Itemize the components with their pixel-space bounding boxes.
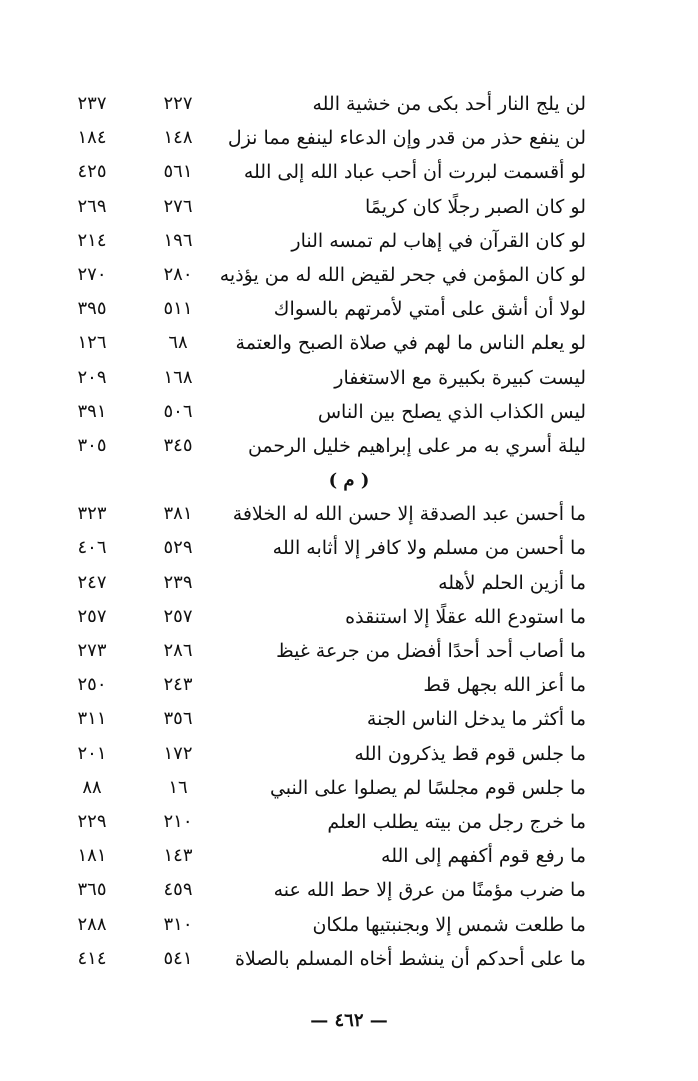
- list-item: [0, 874, 698, 908]
- list-item: [0, 840, 698, 874]
- entry-number-2: ١٨٤: [77, 127, 107, 149]
- entry-text: ما جلس قوم مجلسًا لم يصلوا على النبي: [269, 776, 586, 799]
- index-list: [0, 88, 698, 977]
- entry-text: ما أحسن من مسلم ولا كافر إلا أثابه الله: [272, 537, 586, 560]
- entry-number-2: ٢٧٠: [77, 263, 107, 285]
- entry-number-2: ٤١٤: [77, 947, 107, 969]
- entry-number-1: ١٧٢: [163, 742, 193, 764]
- entry-text: ما طلعت شمس إلا وبجنبتيها ملكان: [312, 913, 586, 936]
- entry-number-2: ٤٠٦: [77, 537, 107, 559]
- entry-number-1: ١٤٣: [163, 845, 193, 867]
- entry-number-1: ٢٧٦: [163, 195, 193, 217]
- entry-number-2: ٣٢٣: [77, 503, 107, 525]
- entry-text: ما أصاب أحد أحدًا أفضل من جرعة غيظ: [276, 640, 586, 662]
- entry-number-2: ٤٢٥: [77, 161, 107, 183]
- list-item: [0, 567, 698, 601]
- list-item: [0, 327, 698, 361]
- entry-number-1: ٥٤١: [163, 947, 193, 969]
- entry-number-2: ٨٨: [82, 776, 102, 798]
- entry-number-1: ٦٨: [168, 332, 188, 354]
- list-item: [0, 259, 698, 293]
- entry-number-1: ٥٢٩: [163, 537, 193, 559]
- entry-text: لو يعلم الناس ما لهم في صلاة الصبح والعتمة: [235, 332, 586, 355]
- entry-number-2: ٣٩٥: [77, 298, 107, 320]
- entry-number-1: ٢٤٣: [163, 674, 193, 696]
- entry-number-2: ٣٦٥: [77, 879, 107, 901]
- list-item: [0, 738, 698, 772]
- list-item: [0, 601, 698, 635]
- list-item: [0, 772, 698, 806]
- entry-number-2: ٣١١: [77, 708, 107, 730]
- entry-text: ما خرج رجل من بيته يطلب العلم: [327, 810, 586, 833]
- entry-number-1: ٥٦١: [163, 161, 193, 183]
- list-item: [0, 362, 698, 396]
- entry-number-2: ٢٣٧: [77, 93, 107, 114]
- entry-number-2: ٢٢٩: [77, 810, 107, 832]
- entry-text: لو أقسمت لبررت أن أحب عباد الله إلى الله: [243, 161, 586, 184]
- list-item: [0, 669, 698, 703]
- list-item: [0, 88, 698, 122]
- entry-number-1: ٥٠٦: [163, 400, 193, 422]
- entry-number-1: ٢٣٩: [163, 571, 193, 593]
- entry-number-1: ٣٥٦: [163, 708, 193, 730]
- entry-number-2: ٣٩١: [77, 400, 107, 422]
- entry-number-1: ١٤٨: [163, 127, 193, 149]
- list-item: [0, 498, 698, 532]
- entry-text: لولا أن أشق على أمتي لأمرتهم بالسواك: [273, 298, 586, 321]
- entry-text: ما ضرب مؤمنًا من عرق إلا حط الله عنه: [273, 879, 586, 902]
- entry-number-2: ٢١٤: [77, 229, 107, 251]
- entry-text: لن ينفع حذر من قدر وإن الدعاء لينفع مما نزل: [227, 127, 586, 150]
- list-item: [0, 122, 698, 156]
- list-item: [0, 635, 698, 669]
- entry-text: ما رفع قوم أكفهم إلى الله: [381, 845, 586, 868]
- list-item: [0, 191, 698, 225]
- entry-number-1: ٣١٠: [163, 913, 193, 935]
- list-item: [0, 293, 698, 327]
- entry-number-1: ٣٨١: [163, 503, 193, 525]
- section-header: [0, 464, 698, 498]
- entry-text: ما استودع الله عقلًا إلا استنقذه: [345, 605, 586, 628]
- page-number: — ٤٦٢ —: [310, 1010, 388, 1031]
- entry-number-2: ٢٨٨: [77, 913, 107, 935]
- list-item: [0, 943, 698, 977]
- entry-number-2: ٢٠١: [77, 742, 107, 764]
- entry-number-2: ١٢٦: [77, 332, 107, 354]
- entry-text: ليست كبيرة بكبيرة مع الاستغفار: [334, 366, 586, 389]
- entry-number-1: ١٦٨: [163, 366, 193, 388]
- entry-number-1: ٣٤٥: [163, 434, 193, 456]
- list-item: [0, 225, 698, 259]
- entry-number-2: ٢٧٣: [77, 640, 107, 661]
- list-item: [0, 396, 698, 430]
- entry-text: ما أحسن عبد الصدقة إلا حسن الله له الخلافة: [232, 503, 586, 526]
- list-item: [0, 156, 698, 190]
- entry-number-1: ٥١١: [163, 298, 193, 320]
- entry-number-2: ٢٦٩: [77, 195, 107, 217]
- entry-text: ما أكثر ما يدخل الناس الجنة: [366, 708, 586, 731]
- entry-number-1: ٢١٠: [163, 810, 193, 832]
- entry-number-1: ١٦: [168, 776, 188, 798]
- entry-number-2: ٢٥٧: [77, 605, 107, 627]
- entry-text: لو كان الصبر رجلًا كان كريمًا: [365, 195, 586, 218]
- entry-text: ما أعز الله بجهل قط: [423, 674, 586, 697]
- entry-number-1: ٤٥٩: [163, 879, 193, 901]
- entry-number-1: ٢٨٦: [163, 640, 193, 661]
- entry-number-1: ٢٥٧: [163, 605, 193, 627]
- entry-number-2: ٢٤٧: [77, 571, 107, 593]
- list-item: [0, 909, 698, 943]
- entry-text: لن يلج النار أحد بكى من خشية الله: [312, 93, 586, 115]
- entry-number-2: ٣٠٥: [77, 434, 107, 456]
- entry-text: ما أزين الحلم لأهله: [438, 571, 586, 594]
- entry-text: ليلة أسري به مر على إبراهيم خليل الرحمن: [247, 434, 586, 457]
- entry-text: ما على أحدكم أن ينشط أخاه المسلم بالصلاة: [235, 947, 586, 970]
- entry-number-2: ٢٠٩: [77, 366, 107, 388]
- entry-number-1: ٢٢٧: [163, 93, 193, 114]
- entry-number-2: ١٨١: [77, 845, 107, 867]
- entry-number-1: ١٩٦: [163, 229, 193, 251]
- list-item: [0, 430, 698, 464]
- entry-number-2: ٢٥٠: [77, 674, 107, 696]
- list-item: [0, 532, 698, 566]
- entry-text: لو كان المؤمن في جحر لقيض الله له من يؤذيه: [219, 263, 586, 286]
- entry-text: ما جلس قوم قط يذكرون الله: [354, 742, 586, 765]
- entry-text: ليس الكذاب الذي يصلح بين الناس: [317, 400, 586, 423]
- list-item: [0, 703, 698, 737]
- entry-number-1: ٢٨٠: [163, 263, 193, 285]
- section-letter: ( م ): [328, 470, 370, 492]
- entry-text: لو كان القرآن في إهاب لم تمسه النار: [291, 229, 586, 252]
- list-item: [0, 806, 698, 840]
